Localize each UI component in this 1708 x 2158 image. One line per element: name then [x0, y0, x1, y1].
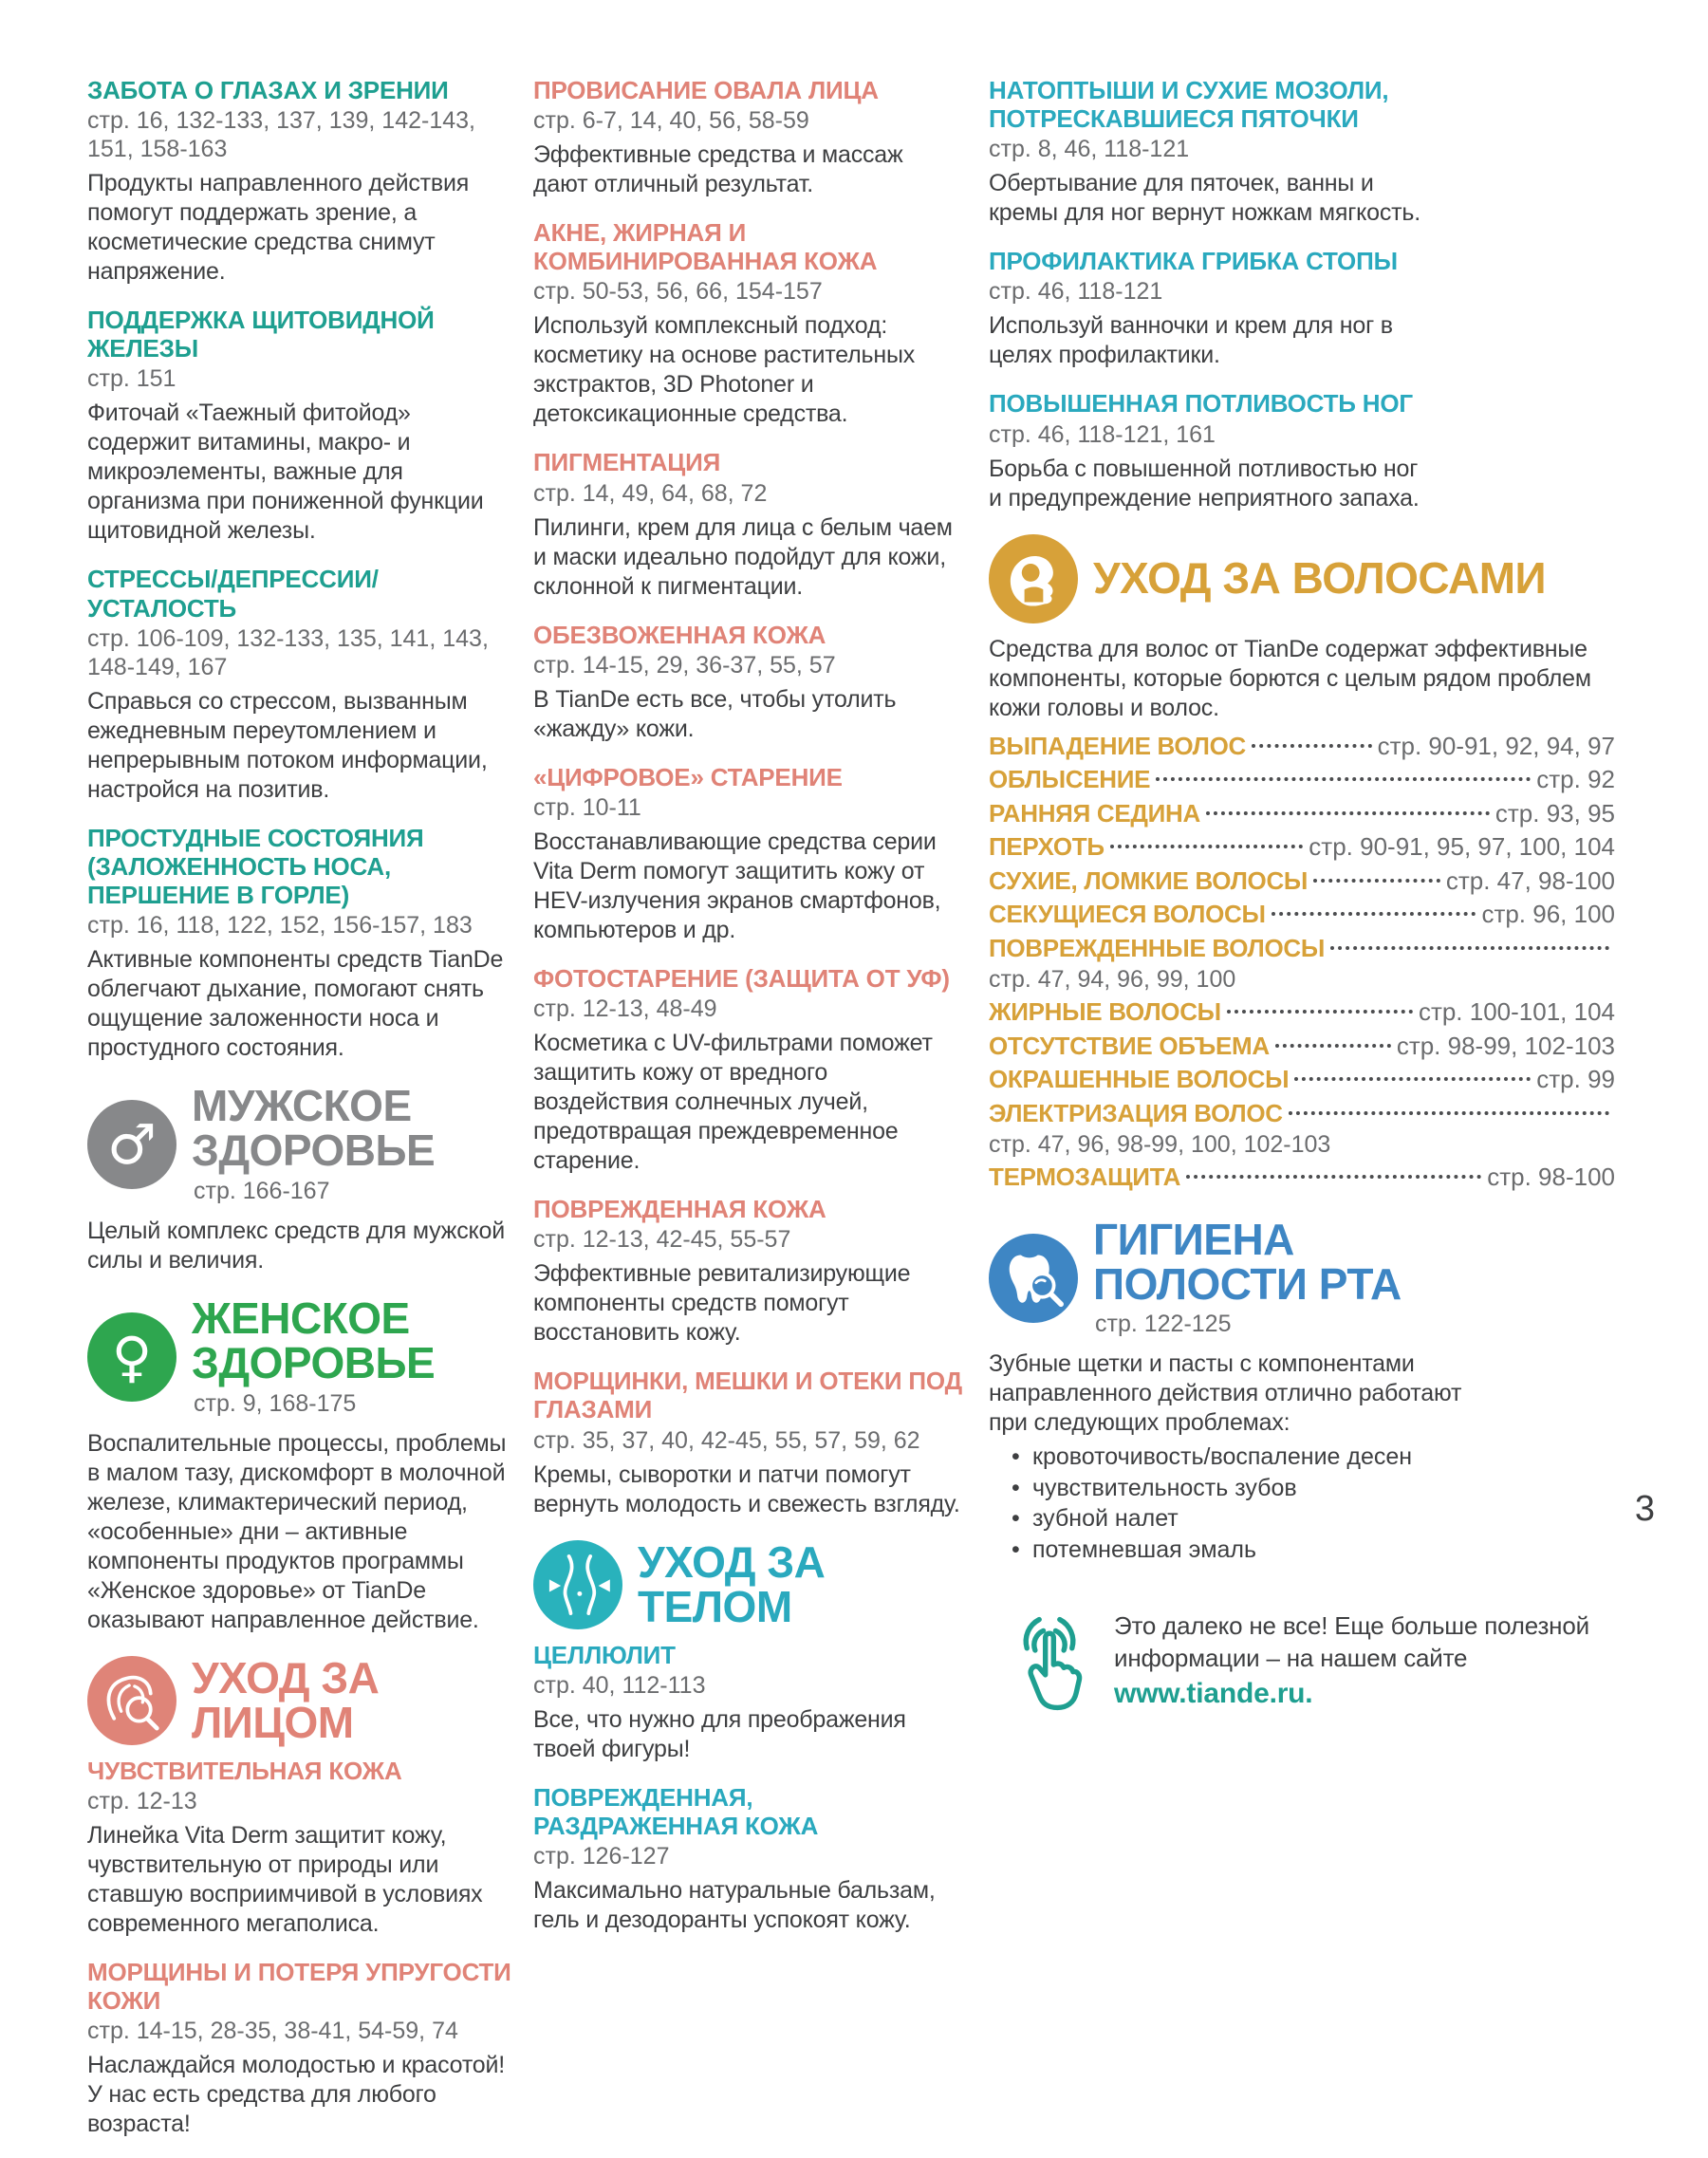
- section-heading: «ЦИФРОВОЕ» СТАРЕНИЕ: [533, 762, 843, 791]
- section-pages: стр. 14-15, 29, 36-37, 55, 57: [533, 651, 836, 679]
- list-item: [989, 899, 1615, 930]
- item-label: СЕКУЩИЕСЯ ВОЛОСЫ: [989, 900, 1266, 929]
- note-text: Это далеко не все! Еще больше полезной информации – на нашем сайте: [1114, 1611, 1589, 1673]
- section-pages: стр. 106-109, 132-133, 135, 141, 143, 148-149, 167: [87, 624, 489, 680]
- section-body: В TianDe есть все, чтобы утолить «жажду» кожи.: [533, 685, 897, 742]
- dotted-leader: [1289, 1111, 1609, 1115]
- banner-title: УХОД ЗА ВОЛОСАМИ: [1093, 553, 1547, 604]
- item-label: ЭЛЕКТРИЗАЦИЯ ВОЛОС: [989, 1098, 1283, 1127]
- dotted-leader: [1275, 1044, 1391, 1048]
- hair-care-intro: Средства для волос от TianDe содержат эффективные компоненты, которые борются с целым рядом проблем кожи головы и волос.: [989, 635, 1591, 721]
- item-pages: стр. 98-99, 102-103: [1396, 1031, 1615, 1060]
- list-item: [989, 865, 1615, 897]
- section-heading: ПРОВИСАНИЕ ОВАЛА ЛИЦА: [533, 76, 879, 104]
- section-foot-fungus: [989, 247, 1435, 370]
- list-item: [989, 933, 1615, 964]
- column-1: [87, 76, 512, 2158]
- body-silhouette-icon: [533, 1540, 622, 1629]
- section-digital-aging: [533, 763, 962, 945]
- section-body: Продукты направленного действия помогут поддержать зрение, а косметические средства снимут напряжение.: [87, 170, 470, 286]
- section-pages: стр. 126-127: [533, 1843, 670, 1870]
- banner-title: ГИГИЕНА ПОЛОСТИ РТА: [1093, 1214, 1402, 1309]
- section-body: Косметика с UV-фильтрами поможет защитить кожу от вредного воздействия солнечных лучей, предотвращая преждевременное старение.: [533, 1030, 933, 1175]
- section-body: Кремы, сыворотки и патчи помогут вернуть молодость и свежесть взгляду.: [533, 1460, 960, 1517]
- section-body: Справься со стрессом, вызванным ежедневным переутомлением и непрерывным потоком информации, настройся на позитив.: [87, 687, 488, 803]
- section-body: Пилинги, крем для лица с белым чаем и маски идеально подойдут для кожи, склонной к пигментации.: [533, 513, 953, 600]
- section-heading: ПИГМЕНТАЦИЯ: [533, 448, 721, 477]
- section-pages: стр. 16, 132-133, 137, 139, 142-143, 151, 158-163: [87, 107, 475, 163]
- section-pages: стр. 40, 112-113: [533, 1671, 706, 1699]
- website-note: [998, 1607, 1606, 1721]
- section-pages: стр. 151: [87, 365, 176, 393]
- banner-title: УХОД ЗА ЛИЦОМ: [192, 1652, 380, 1747]
- item-label: ПЕРХОТЬ: [989, 832, 1105, 862]
- item-pages: стр. 100-101, 104: [1418, 997, 1615, 1027]
- section-body: Эффективные средства и массаж дают отличный результат.: [533, 141, 903, 198]
- list-item: [989, 831, 1615, 863]
- list-item: [989, 1031, 1615, 1062]
- item-label: ОКРАШЕННЫЕ ВОЛОСЫ: [989, 1065, 1290, 1094]
- female-icon: [87, 1312, 176, 1402]
- section-damaged-skin: [533, 1195, 962, 1348]
- woman-hair-icon: [989, 534, 1078, 623]
- oral-hygiene-body: Зубные щетки и пасты с компонентами направленного действия отлично работают при следующих проблемах:: [989, 1350, 1462, 1437]
- section-body: Максимально натуральные бальзам, гель и дезодоранты успокоят кожу.: [533, 1877, 936, 1934]
- dotted-leader: [1110, 845, 1304, 848]
- section-pigmentation: [533, 448, 962, 601]
- female-symbol: ♀: [111, 1324, 153, 1389]
- section-pages: стр. 12-13, 48-49: [533, 995, 717, 1023]
- banner-text: [192, 1293, 512, 1418]
- dotted-leader: [1156, 777, 1531, 781]
- dotted-leader: [1330, 946, 1609, 950]
- banner-text: [192, 1081, 512, 1205]
- item-pages: стр. 92: [1536, 765, 1615, 794]
- hair-problems-list: [989, 731, 1615, 1193]
- item-pages: стр. 96, 100: [1481, 900, 1615, 929]
- section-pages: стр. 14-15, 28-35, 38-41, 54-59, 74: [87, 2018, 458, 2045]
- banner-text: [1093, 553, 1547, 604]
- section-stress: [87, 565, 512, 804]
- section-body: Эффективные ревитализирующие компоненты средств помогут восстановить кожу.: [533, 1260, 911, 1347]
- section-heading: ЧУВСТВИТЕЛЬНАЯ КОЖА: [87, 1756, 402, 1785]
- page-number: 3: [1634, 1489, 1655, 1529]
- list-item: [989, 996, 1615, 1028]
- woman-face-magnifier-icon: [87, 1656, 176, 1745]
- column-2: [533, 76, 962, 1954]
- section-heading: ОБЕЗВОЖЕННАЯ КОЖА: [533, 620, 826, 649]
- section-pages: стр. 12-13, 42-45, 55-57: [533, 1226, 791, 1254]
- section-body: Используй комплексный подход: косметику на основе растительных экстрактов, 3D Photoner и детоксикационные средства.: [533, 312, 916, 428]
- section-acne-oily-skin: [533, 218, 962, 429]
- section-foot-sweating: [989, 389, 1435, 512]
- section-body: Наслаждайся молодостью и красотой! У нас есть средства для любого возраста!: [87, 2052, 506, 2138]
- section-pages: стр. 50-53, 56, 66, 154-157: [533, 278, 823, 306]
- banner-text: [638, 1536, 962, 1631]
- section-heading: ПРОСТУДНЫЕ СОСТОЯНИЯ (ЗАЛОЖЕННОСТЬ НОСА, ПЕРШЕНИЕ В ГОРЛЕ): [87, 823, 424, 910]
- dotted-leader: [1186, 1175, 1481, 1179]
- item-pages: стр. 47, 96, 98-99, 100, 102-103: [989, 1131, 1331, 1159]
- section-cold: [87, 824, 512, 1063]
- section-pages: стр. 14, 49, 64, 68, 72: [533, 479, 768, 507]
- section-heading: ПОДДЕРЖКА ЩИТОВИДНОЙ ЖЕЛЕЗЫ: [87, 306, 435, 363]
- section-cellulite: [533, 1641, 962, 1764]
- section-body: Борьба с повышенной потливостью ног и предупреждение неприятного запаха.: [989, 455, 1420, 512]
- section-irritated-skin: [533, 1783, 962, 1935]
- dotted-leader: [1272, 912, 1476, 916]
- item-pages: стр. 90-91, 92, 94, 97: [1377, 731, 1615, 760]
- hair-care-banner: [989, 534, 1615, 623]
- section-sensitive-skin: [87, 1757, 512, 1939]
- section-thyroid: [87, 306, 512, 546]
- section-pages: стр. 6-7, 14, 40, 56, 58-59: [533, 107, 809, 135]
- item-label: ОТСУТСТВИЕ ОБЪЕМА: [989, 1031, 1270, 1060]
- section-pages: стр. 35, 37, 40, 42-45, 55, 57, 59, 62: [533, 1426, 920, 1454]
- item-label: СУХИЕ, ЛОМКИЕ ВОЛОСЫ: [989, 865, 1309, 895]
- section-heading: ЦЕЛЛЮЛИТ: [533, 1640, 676, 1669]
- section-wrinkles-elasticity: [87, 1958, 512, 2139]
- section-heading: МОРЩИНЫ И ПОТЕРЯ УПРУГОСТИ КОЖИ: [87, 1958, 511, 2016]
- section-heading: ЗАБОТА О ГЛАЗАХ И ЗРЕНИИ: [87, 76, 449, 104]
- oral-hygiene-banner: [989, 1214, 1615, 1339]
- banner-title: УХОД ЗА ТЕЛОМ: [638, 1536, 826, 1631]
- dotted-leader: [1227, 1010, 1413, 1014]
- item-label: ОБЛЫСЕНИЕ: [989, 765, 1151, 794]
- section-calluses: [989, 76, 1435, 228]
- section-body: Активные компоненты средств TianDe облегчают дыхание, помогают снять ощущение заложенности носа и простудного состояния.: [87, 946, 504, 1062]
- section-pages: стр. 10-11: [533, 793, 641, 821]
- item-pages: стр. 90-91, 95, 97, 100, 104: [1309, 832, 1615, 862]
- banner-pages: стр. 122-125: [1095, 1311, 1232, 1338]
- face-care-banner: [87, 1652, 512, 1747]
- item-pages: стр. 99: [1536, 1065, 1615, 1094]
- section-pages: стр. 12-13: [87, 1788, 197, 1815]
- bullet-item: • кровоточивость/воспаление десен: [1012, 1442, 1615, 1473]
- section-pages: стр. 46, 118-121, 161: [989, 420, 1216, 448]
- section-body: Используй ванночки и крем для ног в целях профилактики.: [989, 312, 1393, 369]
- oral-problems-list: [989, 1442, 1615, 1565]
- section-body: Все, что нужно для преображения твоей фигуры!: [533, 1705, 906, 1762]
- mens-health-banner: [87, 1081, 512, 1205]
- womens-health-body: Воспалительные процессы, проблемы в малом тазу, дискомфорт в молочной железе, климактерический период, «особенные» дни – активные компоненты продуктов программы «Женское здоровье» от TianDe оказывают направленное действие.: [87, 1429, 507, 1633]
- item-pages: стр. 98-100: [1487, 1163, 1615, 1192]
- website-note-text: [1114, 1610, 1606, 1712]
- list-item: [989, 1162, 1615, 1193]
- body-care-banner: [533, 1536, 962, 1631]
- section-photoaging: [533, 964, 962, 1176]
- womens-health-banner: [87, 1293, 512, 1418]
- section-heading: ПОВРЕЖДЕННАЯ КОЖА: [533, 1195, 826, 1224]
- column-3: [989, 76, 1615, 1721]
- section-body: Линейка Vita Derm защитит кожу, чувствительную от природы или ставшую восприимчивой в условиях современного мегаполиса.: [87, 1822, 483, 1938]
- tooth-magnifier-icon: [989, 1234, 1078, 1323]
- item-label: ВЫПАДЕНИЕ ВОЛОС: [989, 731, 1247, 760]
- male-symbol: ♂: [107, 1112, 157, 1178]
- section-dehydrated-skin: [533, 621, 962, 744]
- mens-health-body: Целый комплекс средств для мужской силы и величия.: [87, 1218, 505, 1274]
- section-pages: стр. 8, 46, 118-121: [989, 136, 1190, 163]
- face-care-icon: [87, 1656, 176, 1745]
- bullet-item: • чувствительность зубов: [1012, 1473, 1615, 1504]
- banner-pages: стр. 9, 168-175: [194, 1389, 357, 1417]
- website-link[interactable]: www.tiande.ru.: [1114, 1678, 1313, 1710]
- list-item: [989, 798, 1615, 829]
- dotted-leader: [1252, 744, 1372, 748]
- section-heading: ПОВРЕЖДЕННАЯ, РАЗДРАЖЕННАЯ КОЖА: [533, 1782, 819, 1840]
- tap-hand-icon: [998, 1607, 1101, 1721]
- item-label: ПОВРЕЖДЕННЫЕ ВОЛОСЫ: [989, 933, 1326, 962]
- bullet-item: • зубной налет: [1012, 1503, 1615, 1535]
- section-heading: ПОВЫШЕННАЯ ПОТЛИВОСТЬ НОГ: [989, 389, 1413, 419]
- item-pages: стр. 47, 94, 96, 99, 100: [989, 966, 1236, 994]
- bullet-item: • потемневшая эмаль: [1012, 1535, 1615, 1566]
- dotted-leader: [1206, 811, 1490, 815]
- section-heading: МОРЩИНКИ, МЕШКИ И ОТЕКИ ПОД ГЛАЗАМИ: [533, 1367, 962, 1424]
- section-pages: стр. 46, 118-121: [989, 278, 1163, 306]
- section-heading: НАТОПТЫШИ И СУХИЕ МОЗОЛИ, ПОТРЕСКАВШИЕСЯ ПЯТОЧКИ: [989, 76, 1389, 134]
- section-body: Фиточай «Таежный фитойод» содержит витамины, макро- и микроэлементы, важные для организма при пониженной функции щитовидной железы.: [87, 400, 484, 545]
- section-heading: ПРОФИЛАКТИКА ГРИБКА СТОПЫ: [989, 247, 1398, 276]
- banner-title: ЖЕНСКОЕ ЗДОРОВЬЕ: [192, 1293, 436, 1387]
- section-sagging-oval: [533, 76, 962, 199]
- banner-pages: стр. 166-167: [194, 1178, 330, 1205]
- section-under-eye: [533, 1367, 962, 1518]
- banner-text: [1093, 1214, 1501, 1339]
- click-hand-icon: [998, 1607, 1101, 1721]
- section-body: Обертывание для пяточек, ванны и кремы для ног вернут ножкам мягкость.: [989, 170, 1420, 227]
- list-item: [989, 764, 1615, 795]
- item-label: ТЕРМОЗАЩИТА: [989, 1163, 1181, 1192]
- section-heading: АКНЕ, ЖИРНАЯ И КОМБИНИРОВАННАЯ КОЖА: [533, 218, 878, 276]
- dotted-leader: [1313, 879, 1440, 883]
- section-body: Восстанавливающие средства серии Vita Derm помогут защитить кожу от HEV-излучения экранов смартфонов, компьютеров и др.: [533, 828, 941, 943]
- item-pages: стр. 47, 98-100: [1445, 865, 1615, 895]
- item-label: ЖИРНЫЕ ВОЛОСЫ: [989, 997, 1221, 1027]
- dotted-leader: [1294, 1077, 1531, 1081]
- hair-care-icon: [989, 534, 1078, 623]
- list-item: [989, 731, 1615, 762]
- item-label: РАННЯЯ СЕДИНА: [989, 798, 1200, 828]
- section-heading: ФОТОСТАРЕНИЕ (ЗАЩИТА ОТ УФ): [533, 963, 950, 993]
- section-heading: СТРЕССЫ/ДЕПРЕССИИ/УСТАЛОСТЬ: [87, 565, 379, 623]
- male-icon: [87, 1100, 176, 1189]
- banner-title: МУЖСКОЕ ЗДОРОВЬЕ: [192, 1081, 436, 1176]
- oral-hygiene-icon: [989, 1234, 1078, 1323]
- section-eyes-vision: [87, 76, 512, 287]
- list-item: [989, 1098, 1615, 1129]
- banner-text: [192, 1652, 512, 1747]
- body-care-icon: [533, 1540, 622, 1629]
- section-pages: стр. 16, 118, 122, 152, 156-157, 183: [87, 912, 473, 939]
- item-pages: стр. 93, 95: [1494, 798, 1615, 828]
- list-item: [989, 1064, 1615, 1095]
